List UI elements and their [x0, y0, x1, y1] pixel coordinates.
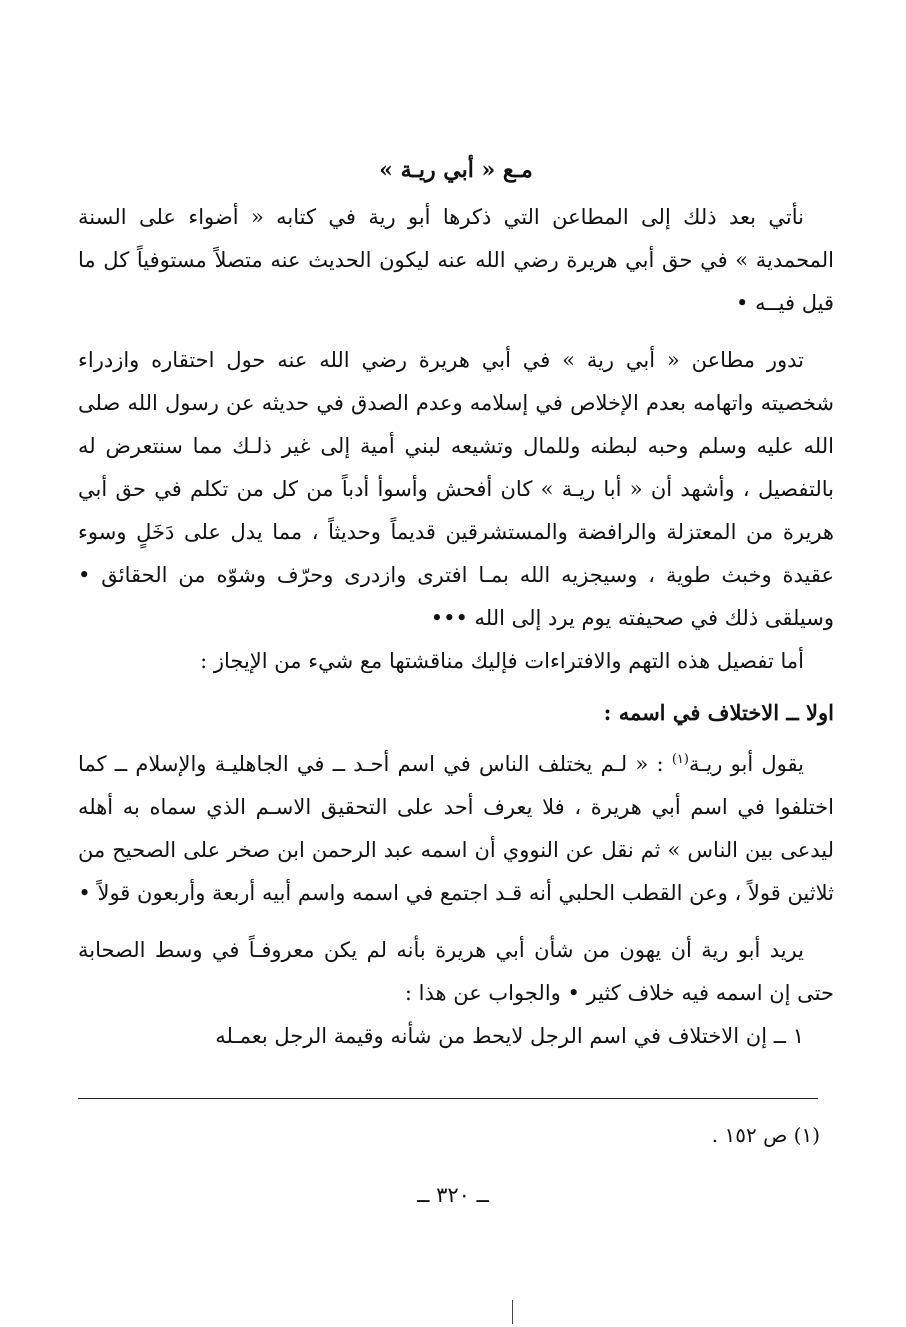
section-title: اولا ــ الاختلاف في اسمه : — [603, 700, 834, 725]
footnote: (١) ص ١٥٢ . — [711, 1123, 820, 1147]
point-one: ١ ــ إن الاختلاف في اسم الرجل لايحط من شأنه وقيمة الرجل بعمـله — [215, 1024, 804, 1048]
quote-before-ref: يقول أبو ريـة — [688, 752, 804, 776]
page-heading: مـع « أبي ريـة » — [379, 157, 533, 183]
binding-mark — [512, 1300, 513, 1324]
second-paragraph: تدور مطاعن « أبي رية » في أبي هريرة رضي الله عنه حول احتقاره وازدراء شخصيته واتهامه بعدم الإخلاص في إسلامه وعدم الصدق في حديثه عن رسول الله صلى الله عليه وسلم وحبه لبطنه وللمال وتشيعه لبني أمية إلى غير ذلـك مما سنتعرض له بالتفصيل ، وأشهد أن « أبا ريـة » كان أفحش وأسوأ أدباً من كل من تكلم في حق أبي هريرة من المعتزلة والرافضة والمستشرقين قديماً وحديثاً ، مما يدل على دَخَلٍ وسوء عقيدة وخبث طوية ، وسيجزيه الله بمـا افترى وازدرى وحرّف وشوّه من الحقائق • وسيلقى ذلك في صحيفته يوم يرد إلى الله ••• — [78, 348, 834, 630]
quote-paragraph — [78, 743, 834, 915]
intro-paragraph: نأتي بعد ذلك إلى المطاعن التي ذكرها أبو رية في كتابه « أضواء على السنة المحمدية » في حق أبي هريرة رضي الله عنه ليكون الحديث عنه متصلاً مستوفياً كل ما قيل فيــه • — [78, 205, 834, 315]
response-paragraph: يريد أبو رية أن يهون من شأن أبي هريرة بأنه لم يكن معروفـاً في وسط الصحابة حتى إن اسمه فيه خلاف كثير • والجواب عن هذا : — [78, 938, 834, 1005]
third-paragraph: أما تفصيل هذه التهم والافتراءات فإليك مناقشتها مع شيء من الإيجاز : — [200, 649, 804, 673]
quote-after-ref: : « لـم يختلف الناس في اسم أحـد ــ في الجاهليـة والإسلام ــ كما اختلفوا في اسم أبي هريرة ، فلا يعرف أحد على التحقيق الاسـم الذي سماه به أهله ليدعى بين الناس » ثم نقل عن النووي أن اسمه عبد الرحمن ابن صخر على الصحيح من ثلاثين قولاً ، وعن القطب الحلبي أنه قـد اجتمع في اسمه واسم أبيه أربعة وأربعون قولاً • — [78, 752, 834, 905]
page-number: ــ ٣٢٠ ــ — [417, 1183, 489, 1207]
footnote-divider — [78, 1098, 818, 1099]
page-body — [78, 150, 834, 1058]
footnote-reference: (١) — [671, 752, 689, 767]
